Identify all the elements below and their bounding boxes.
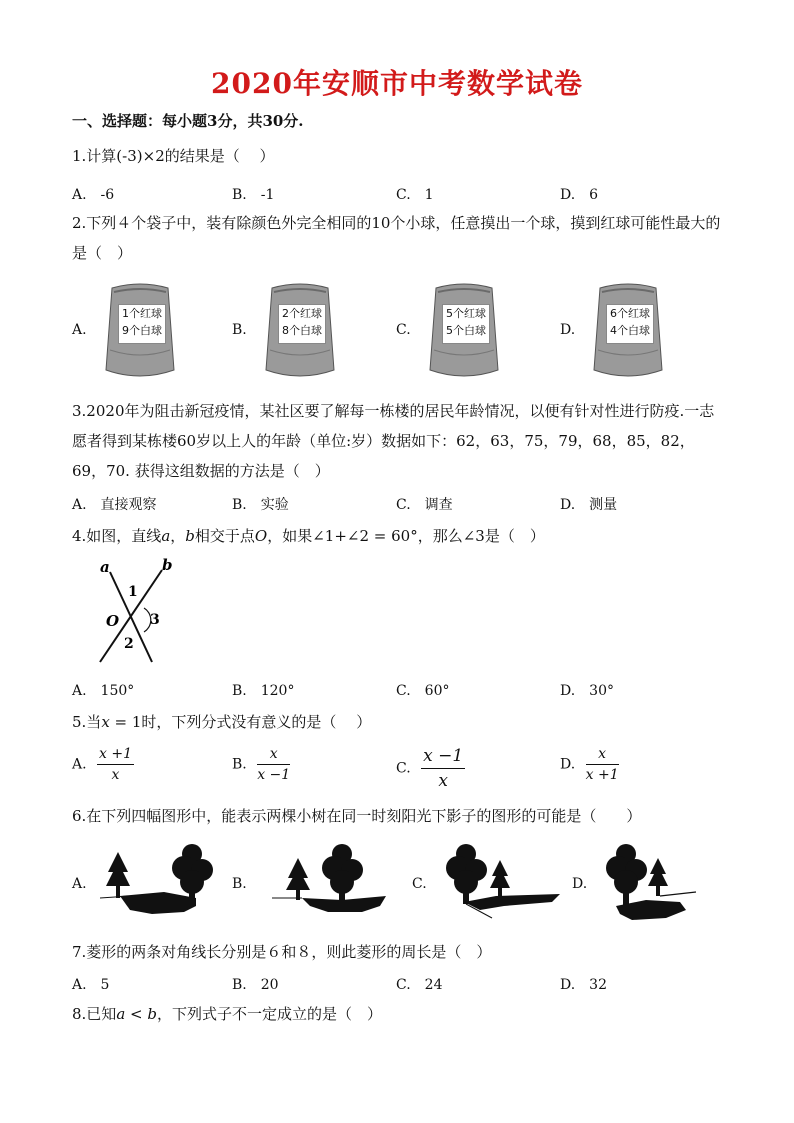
option-a: A. 直接观察 bbox=[72, 497, 157, 513]
bag-white-count: 5个白球 bbox=[446, 324, 486, 337]
section-heading: 一、选择题：每小题3分，共30分. bbox=[72, 112, 304, 130]
label-a: a bbox=[100, 558, 110, 576]
question-6-options bbox=[72, 840, 726, 930]
question-5-stem bbox=[72, 712, 371, 732]
denominator: x +1 bbox=[585, 767, 619, 783]
question-2-stem: 2.下列４个袋子中，装有除颜色外完全相同的10个小球，任意摸出一个球，摸到红球可能性最大的是（ ） bbox=[72, 214, 721, 262]
bag-white-count: 4个白球 bbox=[610, 324, 650, 337]
option-b: B. 20 bbox=[232, 977, 279, 993]
var-a: a bbox=[161, 527, 171, 545]
option-letter: B. bbox=[232, 322, 247, 338]
question-3-stem: 3.2020年为阻击新冠疫情，某社区要了解每一栋楼的居民年龄情况，以便有针对性进行防疫.一志愿者得到某栋楼60岁以上人的年龄（单位:岁）数据如下：62，63，75，79，68，85，82，69，70. 获得这组数据的方法是（ ） bbox=[72, 402, 715, 480]
option-d: D. 32 bbox=[560, 977, 607, 993]
option-a: A. 150° bbox=[72, 683, 135, 699]
tree-shadow-scene-b bbox=[262, 840, 392, 924]
intersecting-lines-figure bbox=[92, 556, 182, 668]
bag-label bbox=[606, 304, 654, 344]
option-b: B. 120° bbox=[232, 683, 295, 699]
tree-shadow-scene-a bbox=[100, 840, 230, 924]
option-c: C. 调查 bbox=[396, 497, 453, 513]
bag-red-count: 1个红球 bbox=[122, 307, 162, 320]
bag-label bbox=[442, 304, 490, 344]
stem-text: ，如果∠1+∠2 = 60°，那么∠3是（ ） bbox=[267, 527, 545, 545]
question-7-options bbox=[72, 974, 726, 998]
option-b: B. -1 bbox=[232, 187, 275, 203]
label-o: O bbox=[106, 612, 120, 630]
question-6-stem: 6.在下列四幅图形中，能表示两棵小树在同一时刻阳光下影子的图形的可能是（ ） bbox=[72, 807, 642, 825]
option-b bbox=[232, 746, 290, 783]
option-letter-d: D. bbox=[572, 876, 588, 892]
fraction bbox=[97, 746, 134, 783]
denominator: x bbox=[438, 771, 448, 791]
stem-text: 8.已知 bbox=[72, 1005, 117, 1023]
tree-shadow-scene-d bbox=[596, 840, 726, 924]
question-4-stem bbox=[72, 526, 545, 546]
var-x: x bbox=[101, 713, 110, 731]
denominator: x −1 bbox=[257, 767, 291, 783]
option-c: C. 24 bbox=[396, 977, 443, 993]
option-letter: D. bbox=[560, 756, 576, 773]
stem-text: ，下列式子不一定成立的是（ ） bbox=[156, 1005, 382, 1023]
label-angle-1: 1 bbox=[128, 584, 138, 600]
bag-white-count: 9个白球 bbox=[122, 324, 162, 337]
option-c: C. 60° bbox=[396, 683, 450, 699]
question-3-options bbox=[72, 494, 726, 518]
question-4-options bbox=[72, 680, 726, 704]
option-letter-a: A. bbox=[72, 876, 87, 892]
point-o: O bbox=[254, 527, 268, 545]
fraction bbox=[257, 746, 290, 783]
question-8-stem bbox=[72, 1004, 382, 1024]
question-7-stem: 7.菱形的两条对角线长分别是６和８，则此菱形的周长是（ ） bbox=[72, 943, 492, 961]
question-5-options bbox=[72, 746, 726, 790]
fraction bbox=[421, 746, 465, 791]
stem-text: = 1时，下列分式没有意义的是（ ） bbox=[109, 713, 372, 731]
label-angle-3: 3 bbox=[150, 612, 160, 628]
option-c: C. 1 bbox=[396, 187, 434, 203]
numerator: x +1 bbox=[97, 746, 134, 765]
bag-label bbox=[118, 304, 166, 344]
stem-text: 4.如图，直线 bbox=[72, 527, 162, 545]
option-letter-c: C. bbox=[412, 876, 427, 892]
tree-shadow-scene-c bbox=[434, 840, 564, 924]
option-letter: C. bbox=[396, 322, 411, 338]
option-letter: B. bbox=[232, 756, 247, 773]
bag-red-count: 2个红球 bbox=[282, 307, 322, 320]
stem-text: 5.当 bbox=[72, 713, 102, 731]
option-d: D. 测量 bbox=[560, 497, 618, 513]
var-b: b bbox=[185, 527, 195, 545]
numerator: x bbox=[586, 746, 619, 765]
option-d: D. 6 bbox=[560, 187, 599, 203]
denominator: x bbox=[111, 767, 120, 783]
option-letter: A. bbox=[72, 756, 87, 773]
label-b: b bbox=[162, 556, 173, 574]
bag-white-count: 8个白球 bbox=[282, 324, 322, 337]
label-angle-2: 2 bbox=[124, 636, 134, 652]
option-d: D. 30° bbox=[560, 683, 614, 699]
option-b: B. 实验 bbox=[232, 497, 289, 513]
option-a: A. 5 bbox=[72, 977, 110, 993]
inequality: a < b bbox=[116, 1005, 157, 1023]
bag-red-count: 5个红球 bbox=[446, 307, 486, 320]
option-letter: D. bbox=[560, 322, 576, 338]
option-letter-b: B. bbox=[232, 876, 247, 892]
option-a bbox=[72, 746, 134, 783]
numerator: x −1 bbox=[421, 746, 465, 769]
option-letter: C. bbox=[396, 760, 411, 777]
stem-text: 相交于点 bbox=[194, 527, 255, 545]
exam-title: 2020年安顺市中考数学试卷 bbox=[211, 67, 583, 100]
option-letter: A. bbox=[72, 322, 87, 338]
question-1-stem: 1.计算(-3)×2的结果是（ ） bbox=[72, 147, 275, 165]
question-2-options bbox=[72, 280, 726, 384]
numerator: x bbox=[257, 746, 290, 765]
question-1-options bbox=[72, 184, 726, 208]
option-d bbox=[560, 746, 619, 783]
option-a: A. -6 bbox=[72, 187, 115, 203]
fraction bbox=[586, 746, 619, 783]
option-c bbox=[396, 746, 465, 791]
bag-red-count: 6个红球 bbox=[610, 307, 650, 320]
stem-text: ， bbox=[170, 527, 186, 545]
bag-label bbox=[278, 304, 326, 344]
